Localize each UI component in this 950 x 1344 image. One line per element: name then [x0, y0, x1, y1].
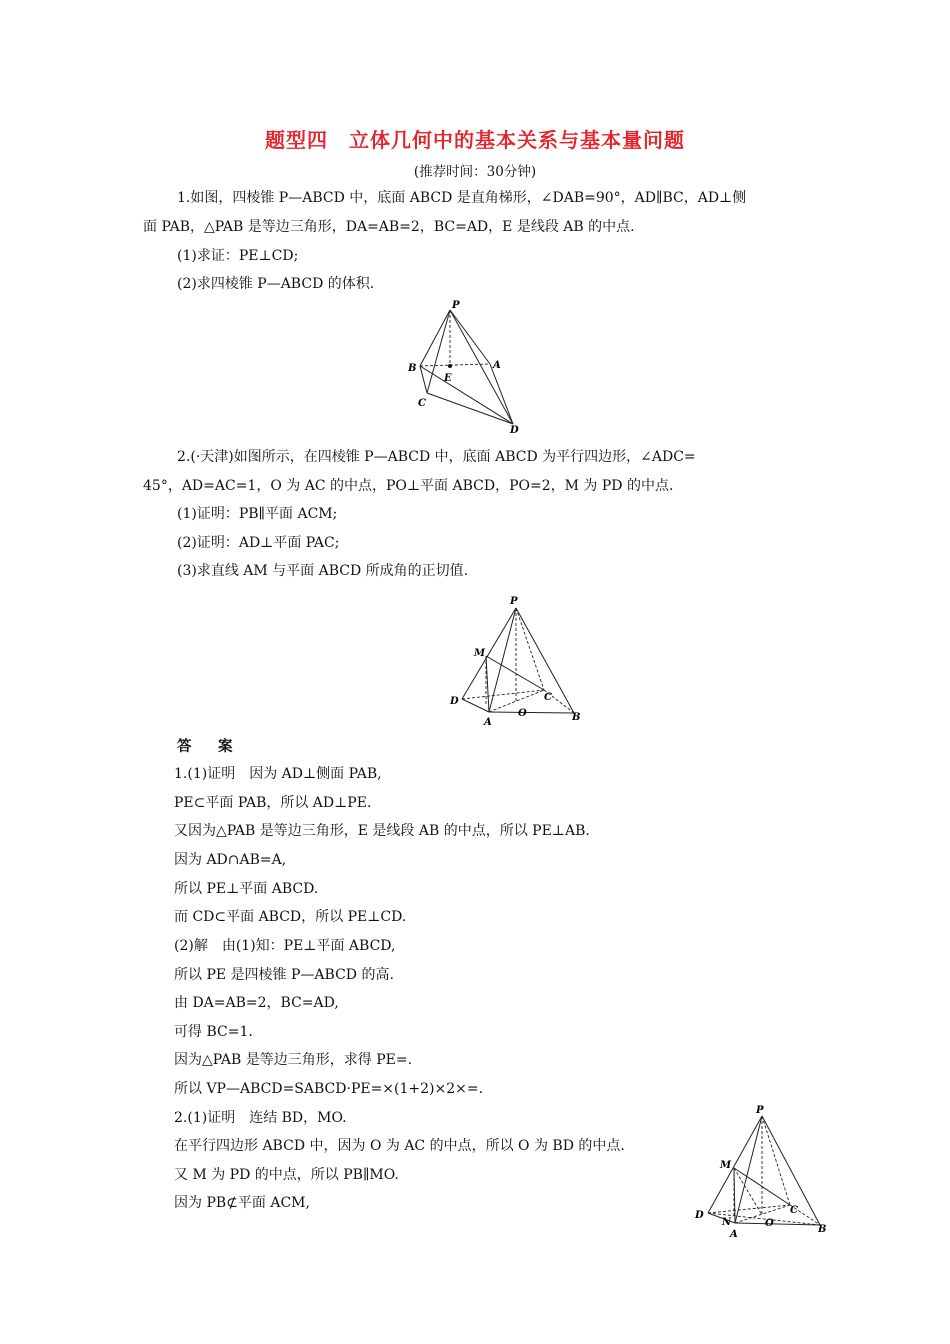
answer-line: 因为△PAB 是等边三角形，求得 PE=. [174, 1052, 413, 1068]
answer-line: 2.(1)证明 连结 BD，MO. [174, 1110, 347, 1126]
fig3-label-m: M [720, 1160, 732, 1171]
time-hint: (推荐时间：30分钟) [413, 164, 537, 180]
fig3-label-n: N [722, 1217, 732, 1228]
fig3-label-o: O [765, 1218, 774, 1229]
q1-part1: (1)求证：PE⊥CD; [177, 248, 299, 264]
answer-heading: 答 案 [177, 739, 239, 755]
answer-line: 可得 BC=1. [174, 1024, 253, 1040]
q1-pyramid-figure [400, 298, 530, 438]
answer-line: 1.(1)证明 因为 AD⊥侧面 PAB, [174, 766, 382, 782]
q2-stem-line1: 2.(·天津)如图所示，在四棱锥 P—ABCD 中，底面 ABCD 为平行四边形，∠ADC= [177, 449, 696, 465]
q2-label-b: B [572, 712, 581, 723]
page-title: 题型四 立体几何中的基本关系与基本量问题 [265, 128, 685, 152]
q1-part2: (2)求四棱锥 P—ABCD 的体积. [177, 276, 375, 292]
q1-label-b: B [408, 363, 417, 374]
q2-label-d: D [450, 696, 459, 707]
q2-label-m: M [474, 648, 486, 659]
q2-label-c: C [544, 692, 552, 703]
fig3-label-c: C [790, 1205, 798, 1216]
fig3-label-d: D [695, 1210, 704, 1221]
fig3-label-b: B [818, 1224, 827, 1235]
answer-line: 而 CD⊂平面 ABCD，所以 PE⊥CD. [174, 909, 407, 925]
answer-line: 由 DA=AB=2，BC=AD, [174, 995, 339, 1011]
answer-line: PE⊂平面 PAB，所以 AD⊥PE. [174, 795, 372, 811]
q1-label-c: C [418, 398, 426, 409]
answer-line: 所以 PE 是四棱锥 P—ABCD 的高. [174, 967, 394, 983]
q1-label-p: P [452, 300, 460, 311]
fig3-label-a: A [730, 1229, 738, 1240]
answer-line: (2)解 由(1)知：PE⊥平面 ABCD, [174, 938, 396, 954]
q1-label-d: D [510, 425, 519, 436]
answer-line: 又 M 为 PD 的中点，所以 PB∥MO. [174, 1167, 399, 1183]
fig3-label-p: P [756, 1105, 764, 1116]
q2-stem-line2: 45°，AD=AC=1，O 为 AC 的中点，PO⊥平面 ABCD，PO=2，M 为 PD 的中点. [143, 478, 674, 494]
answer-line: 因为 AD∩AB=A, [174, 852, 287, 868]
q1-stem-line1: 1.如图，四棱锥 P—ABCD 中，底面 ABCD 是直角梯形，∠DAB=90°，AD∥BC，AD⊥侧 [177, 190, 747, 206]
answer-line: 在平行四边形 ABCD 中，因为 O 为 AC 的中点，所以 O 为 BD 的中点. [174, 1138, 625, 1154]
answer-line: 所以 VP—ABCD=SABCD·PE=×(1+2)×2×=. [174, 1081, 484, 1097]
answer-line: 又因为△PAB 是等边三角形，E 是线段 AB 的中点，所以 PE⊥AB. [174, 823, 590, 839]
q2-pyramid-figure [444, 592, 589, 732]
q1-stem-line2: 面 PAB，△PAB 是等边三角形，DA=AB=2，BC=AD，E 是线段 AB 的中点. [143, 219, 635, 235]
q2-part2: (2)证明：AD⊥平面 PAC; [177, 535, 340, 551]
q2-label-p: P [510, 596, 518, 607]
q1-label-a: A [493, 360, 501, 371]
q2-label-a: A [484, 717, 492, 728]
answer-pyramid-figure [690, 1102, 830, 1242]
answer-line: 因为 PB⊄平面 ACM, [174, 1195, 310, 1211]
q2-part3: (3)求直线 AM 与平面 ABCD 所成角的正切值. [177, 563, 469, 579]
q1-label-e: E [444, 373, 452, 384]
answer-line: 所以 PE⊥平面 ABCD. [174, 881, 319, 897]
q2-label-o: O [518, 708, 527, 719]
q2-part1: (1)证明：PB∥平面 ACM; [177, 506, 338, 522]
